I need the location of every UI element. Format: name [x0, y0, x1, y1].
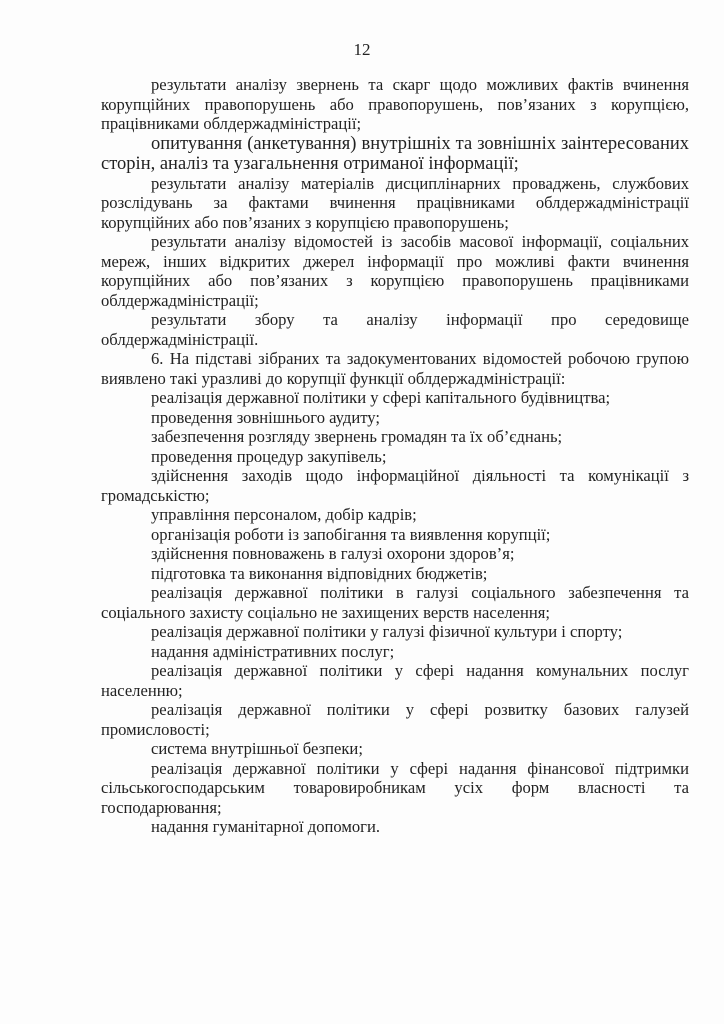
paragraph-disciplinary-analysis: результати аналізу матеріалів дисциплінарних проваджень, службових розслідувань за фактами вчинення працівниками облдержадміністрації корупційних або пов’язаних з корупцією правопорушень;	[101, 173, 689, 232]
list-item: організація роботи із запобігання та виявлення корупції;	[151, 524, 551, 544]
list-item: система внутрішньої безпеки;	[151, 739, 363, 758]
paragraph-environment-analysis: результати збору та аналізу інформації про середовище облдержадміністрації.	[101, 310, 689, 349]
list-item: здійснення повноважень в галузі охорони здоров’я;	[151, 544, 515, 563]
list-item: надання гуманітарної допомоги.	[151, 817, 381, 836]
list-item: реалізація державної політики у галузі фізичної культури і спорту;	[151, 622, 623, 641]
paragraph-section-6: 6. На підставі зібраних та задокументованих відомостей робочою групою виявлено такі уразливі до корупції функції облдержадміністрації:	[101, 349, 689, 388]
document-body	[101, 75, 689, 837]
paragraph-complaints-analysis: результати аналізу звернень та скарг щодо можливих фактів вчинення корупційних правопорушень або правопорушень, пов’язаних з корупцією, працівниками облдержадміністрації;	[101, 75, 689, 133]
list-item: забезпечення розгляду звернень громадян та їх об’єднань;	[151, 427, 563, 446]
list-item: проведення зовнішнього аудиту;	[151, 407, 380, 427]
list-item: проведення процедур закупівель;	[151, 446, 387, 466]
list-item: надання адміністративних послуг;	[151, 641, 395, 661]
list-item: реалізація державної політики у сфері капітального будівництва;	[151, 388, 611, 407]
list-item: реалізація державної політики у сфері надання фінансової підтримки сільськогосподарським товаровиробникам усіх форм власності та господарювання;	[101, 758, 689, 817]
paragraph-media-analysis: результати аналізу відомостей із засобів масової інформації, соціальних мереж, інших відкритих джерел інформації про можливі факти вчинення корупційних або пов’язаних з корупцією правопорушень працівниками облдержадміністрації;	[101, 232, 689, 310]
list-item: реалізація державної політики в галузі соціального забезпечення та соціального захисту соціально не захищених верств населення;	[101, 583, 689, 622]
list-item: реалізація державної політики у сфері розвитку базових галузей промисловості;	[101, 700, 689, 739]
list-item: підготовка та виконання відповідних бюджетів;	[151, 563, 488, 583]
page-number: 12	[353, 40, 371, 59]
list-item: здійснення заходів щодо інформаційної діяльності та комунікації з громадськістю;	[101, 466, 689, 505]
paragraph-survey: опитування (анкетування) внутрішніх та зовнішніх заінтересованих сторін, аналіз та узагальнення отриманої інформації;	[101, 133, 689, 174]
list-item: управління персоналом, добір кадрів;	[151, 505, 417, 524]
list-item: реалізація державної політики у сфері надання комунальних послуг населенню;	[101, 661, 689, 700]
